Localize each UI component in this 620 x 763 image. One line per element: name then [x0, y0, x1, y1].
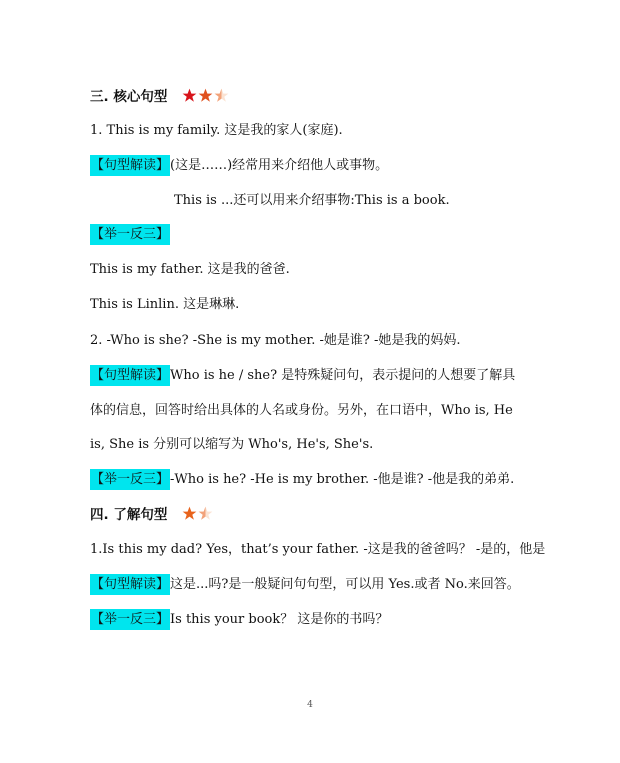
example-text: Is this your book？ 这是你的书吗？ — [170, 612, 389, 627]
explanation-tag: 【句型解读】 — [90, 365, 170, 386]
explanation-tag: 【句型解读】 — [90, 155, 170, 176]
section-heading-3 — [90, 86, 230, 110]
rating-stars — [182, 88, 230, 110]
rating-stars — [182, 506, 214, 528]
orange-star-icon — [182, 506, 197, 521]
explanation-text: Who is he / she? 是特殊疑问句，表示提问的人想要了解具 — [170, 368, 516, 383]
red-star-icon — [182, 88, 197, 103]
example-line: This is my father. 这是我的爸爸. — [90, 262, 290, 277]
example-tag: 【举一反三】 — [90, 609, 170, 630]
example-tag: 【举一反三】 — [90, 224, 170, 245]
red-star-icon — [198, 88, 213, 103]
example-line — [90, 609, 388, 631]
sentence-line: 1.Is this my dad? Yes，that’s your father. -这是我的爸爸吗？ -是的，他是 — [90, 542, 546, 557]
section-title: 四. 了解句型 — [90, 507, 168, 523]
explanation-line — [90, 574, 520, 596]
example-line: This is Linlin. 这是琳琳. — [90, 297, 240, 312]
example-line — [90, 469, 514, 491]
explanation-text: (这是……)经常用来介绍他人或事物。 — [170, 158, 389, 173]
section-title: 三. 核心句型 — [90, 89, 168, 105]
example-tag: 【举一反三】 — [90, 469, 170, 490]
faded-half-star-icon — [214, 88, 229, 103]
section-heading-4 — [90, 504, 214, 528]
explanation-text: 这是...吗?是一般疑问句句型，可以用 Yes.或者 No.来回答。 — [170, 577, 520, 592]
page-number: 4 — [307, 700, 313, 710]
explanation-line: is, She is 分别可以缩写为 Who's, He's, She's. — [90, 437, 374, 452]
example-tag-line — [90, 224, 170, 246]
explanation-tag: 【句型解读】 — [90, 574, 170, 595]
example-text: -Who is he? -He is my brother. -他是谁? -他是我的弟弟. — [170, 472, 515, 487]
explanation-line: This is ...还可以用来介绍事物:This is a book. — [174, 193, 450, 208]
explanation-line: 体的信息，回答时给出具体的人名或身份。另外，在口语中，Who is, He — [90, 403, 513, 418]
explanation-line — [90, 155, 388, 177]
explanation-line — [90, 365, 515, 387]
sentence-line: 1. This is my family. 这是我的家人(家庭). — [90, 123, 343, 138]
sentence-line: 2. -Who is she? -She is my mother. -她是谁? -她是我的妈妈. — [90, 333, 461, 348]
faded-half-star-icon — [198, 506, 213, 521]
